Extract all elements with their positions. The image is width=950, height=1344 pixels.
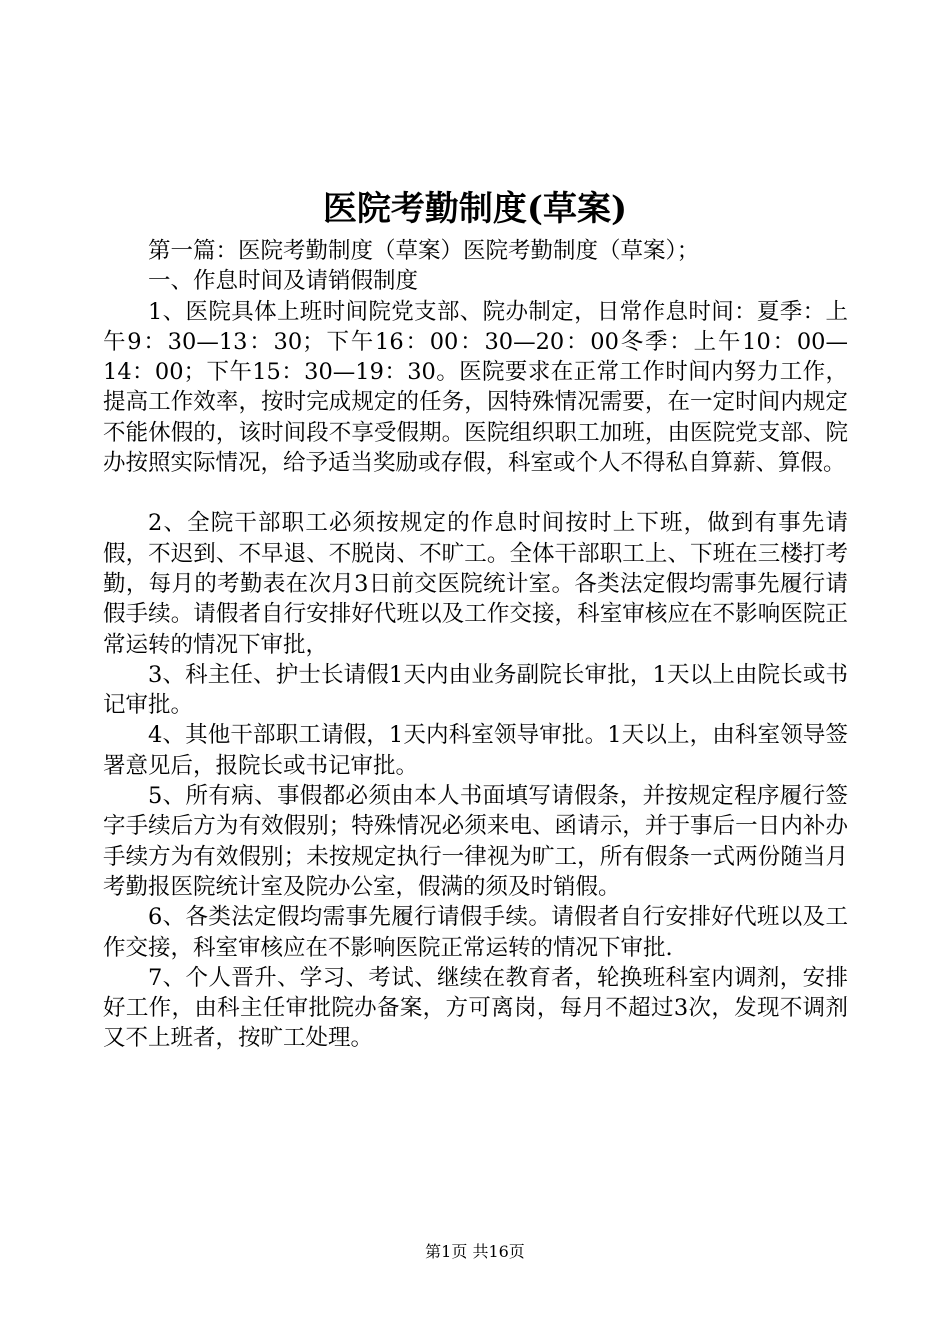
paragraph-subheading-work-hours: 一、作息时间及请销假制度	[148, 268, 419, 295]
paragraph-heading-section-1: 第一篇：医院考勤制度（草案）医院考勤制度（草案）；	[148, 238, 700, 264]
paragraph-item-2: 2、全院干部职工必须按规定的作息时间按时上下班，做到有事先请假，不迟到、不早退、不脱岗、不旷工。全体干部职工上、下班在三楼打考勤，每月的考勤表在次月3日前交医院统计室。各类法定假均需事先履行请假手续。请假者自行安排好代班以及工作交接，科室审核应在不影响医院正常运转的情况下审批，	[103, 510, 848, 658]
paragraph-item-3: 3、科主任、护士长请假1天内由业务副院长审批，1天以上由院长或书记审批。	[103, 661, 848, 719]
page-number-footer: 第1页 共16页	[425, 1242, 525, 1261]
paragraph-item-1: 1、医院具体上班时间院党支部、院办制定，日常作息时间：夏季：上午9：30—13：30；下午16：00：30—20：00冬季：上午10：00—14：00；下午15：30—19：30。医院要求在正常工作时间内努力工作，提高工作效率，按时完成规定的任务，因特殊情况需要，在一定时间内规定不能休假的，该时间段不享受假期。医院组织职工加班，由医院党支部、院办按照实际情况，给予适当奖励或存假，科室或个人不得私自算薪、算假。	[103, 298, 848, 477]
document-body	[103, 236, 848, 1054]
paragraph-item-5: 5、所有病、事假都必须由本人书面填写请假条，并按规定程序履行签字手续后方为有效假别；特殊情况必须来电、函请示，并于事后一日内补办手续方为有效假别；未按规定执行一律视为旷工，所有假条一式两份随当月考勤报医院统计室及院办公室，假满的须及时销假。	[103, 783, 848, 900]
document-title: 医院考勤制度(草案)	[322, 189, 628, 229]
paragraph-item-7: 7、个人晋升、学习、考试、继续在教育者，轮换班科室内调剂，安排好工作，由科主任审批院办备案，方可离岗，每月不超过3次，发现不调剂又不上班者，按旷工处理。	[103, 964, 848, 1052]
paragraph-item-4: 4、其他干部职工请假，1天内科室领导审批。1天以上，由科室领导签署意见后，报院长或书记审批。	[103, 722, 848, 779]
paragraph-item-6: 6、各类法定假均需事先履行请假手续。请假者自行安排好代班以及工作交接，科室审核应在不影响医院正常运转的情况下审批.	[103, 904, 848, 961]
